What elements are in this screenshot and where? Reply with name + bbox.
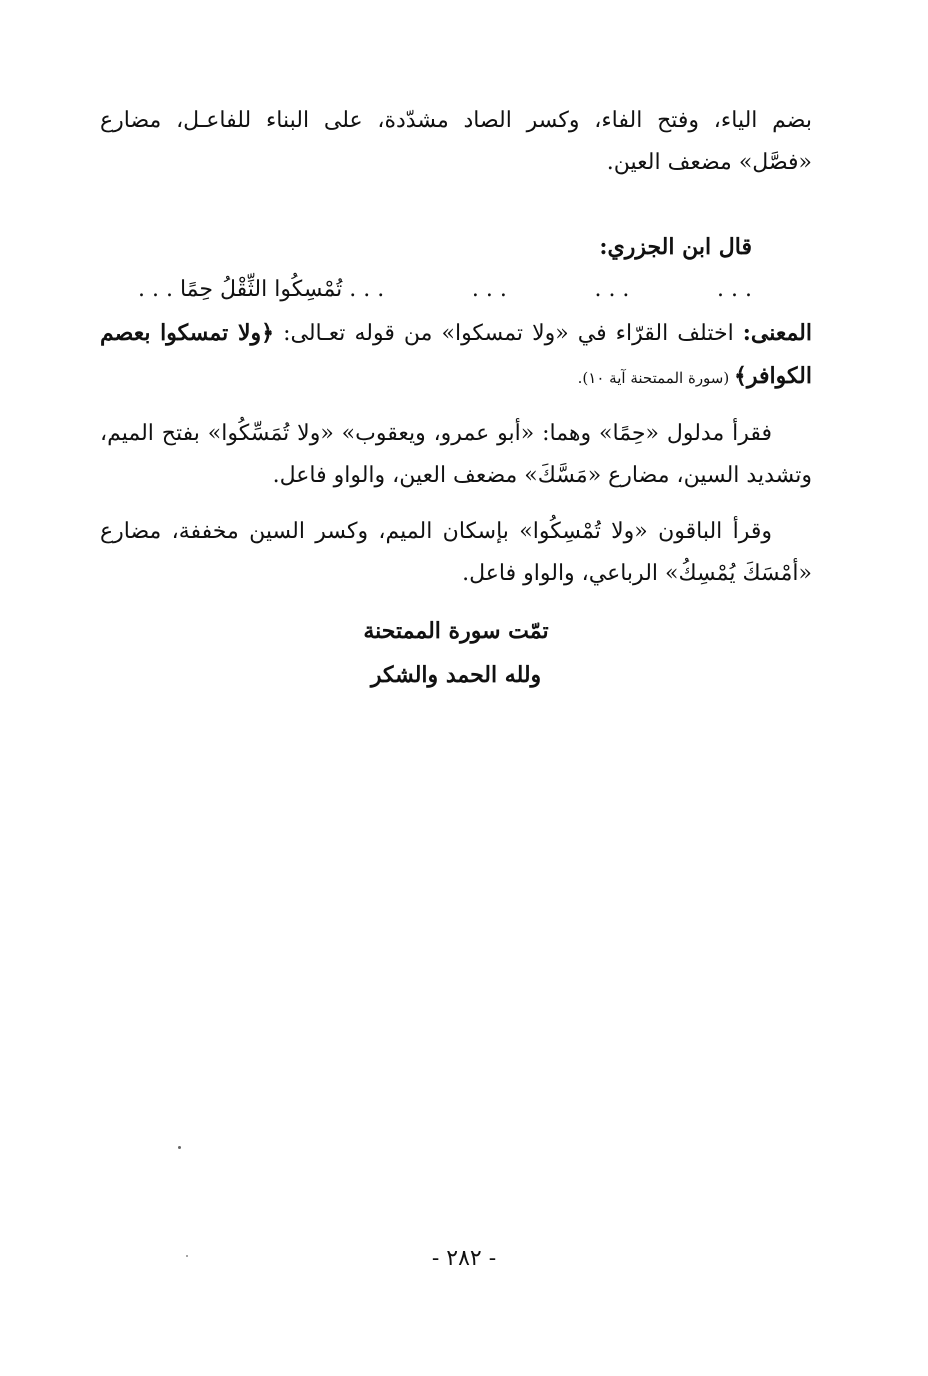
quote-heading: قال ابن الجزري: xyxy=(599,234,752,260)
paragraph-reading-1: فقرأ مدلول «حِمًا» وهما: «أبو عمرو، ويعقوب» «ولا تُمَسِّكُوا» بفتح الميم، وتشديد السين، مضارع «مَسَّكَ» مضعف العين، والواو فاعل. xyxy=(100,421,812,488)
closing-line-2: ولله الحمد والشكر xyxy=(370,662,542,688)
paragraph-meaning xyxy=(100,312,812,399)
paragraph-reading-2: وقرأ الباقون «ولا تُمْسِكُوا» بإسكان الميم، وكسر السين مخففة، مضارع «أمْسَكَ يُمْسِكُ» الرباعي، والواو فاعل. xyxy=(100,519,812,586)
page-number: - ٢٨٢ - xyxy=(431,1246,497,1271)
quran-quote: ﴿ولا تمسكوا بعصم الكوافر﴾ xyxy=(100,320,812,389)
verse-segment: . . . xyxy=(717,277,752,302)
closing-line-1: تمّت سورة الممتحنة xyxy=(363,618,549,644)
spacer xyxy=(100,497,812,511)
spacer xyxy=(100,399,812,413)
spacer xyxy=(100,184,812,226)
meaning-text: اختلف القرّاء في «ولا تمسكوا» من قوله تعـالى: xyxy=(274,321,743,346)
scan-speck xyxy=(178,1146,181,1149)
verse-segment: . . . xyxy=(471,277,507,302)
spacer xyxy=(100,595,812,609)
verse-segment: . . . xyxy=(594,277,630,302)
page-body xyxy=(100,100,812,697)
verse-segment: . . . تُمْسِكُوا الثِّقْلُ حِمًا . . . xyxy=(138,277,385,302)
surah-reference: (سورة الممتحنة آية ١٠). xyxy=(577,369,734,387)
verse-line xyxy=(100,268,812,312)
meaning-label: المعنى: xyxy=(742,320,812,346)
paragraph-intro: بضم الياء، وفتح الفاء، وكسر الصاد مشدّدة، على البناء للفاعـل، مضارع «فصَّل» مضعف العين. xyxy=(100,108,812,175)
